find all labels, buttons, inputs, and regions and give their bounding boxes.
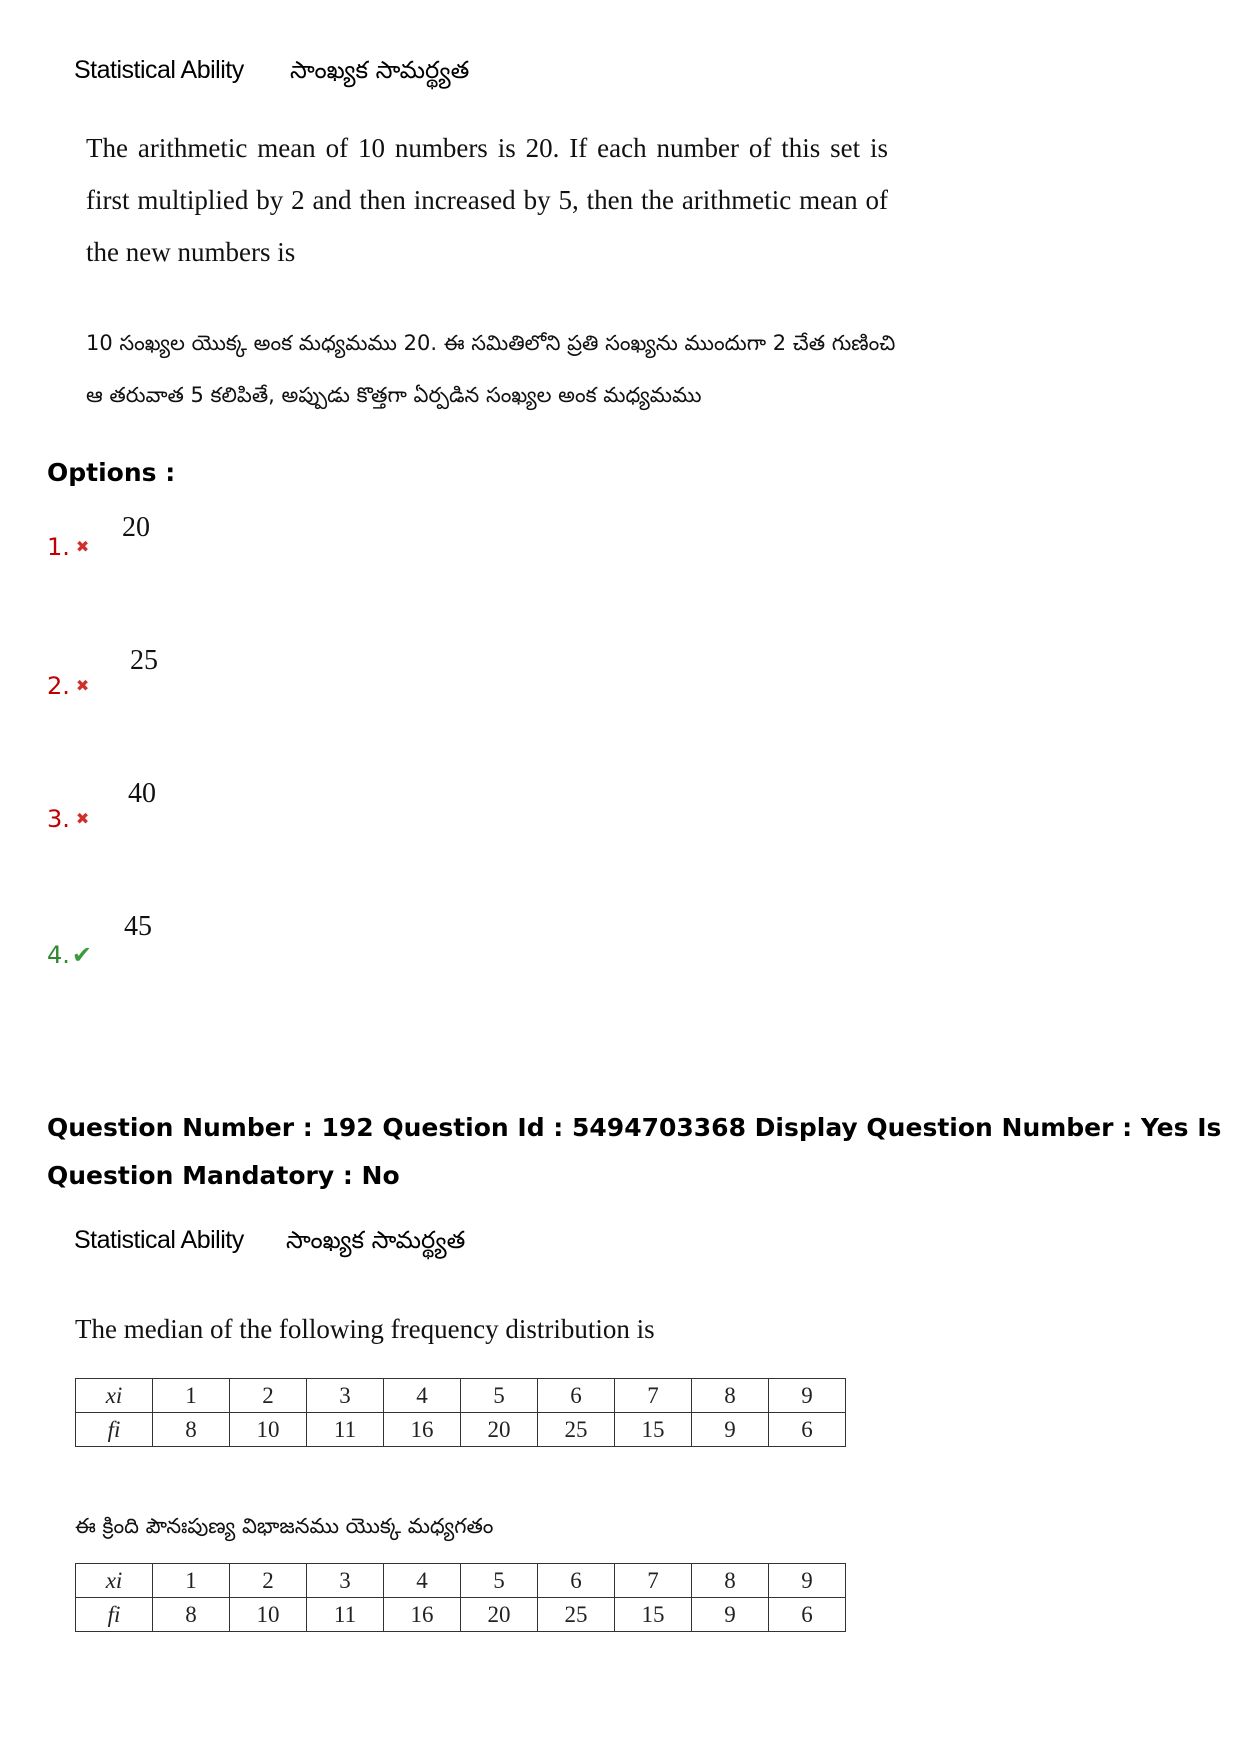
table-cell: 9: [769, 1379, 846, 1413]
table-cell: 6: [538, 1564, 615, 1598]
option-3-number: 3.: [47, 805, 70, 833]
table-cell: 7: [615, 1379, 692, 1413]
table-row-x: [76, 1564, 846, 1598]
table-row-label: fi: [76, 1598, 153, 1632]
table-cell: 4: [384, 1564, 461, 1598]
option-3-marker: [47, 805, 89, 833]
table-cell: 15: [615, 1598, 692, 1632]
table-cell: 4: [384, 1379, 461, 1413]
q2-question-text-english: The median of the following frequency distribution is: [75, 1314, 655, 1344]
table-cell: 5: [461, 1379, 538, 1413]
option-4-marker: [47, 941, 92, 969]
option-1-marker: [47, 533, 89, 561]
table-cell: 5: [461, 1564, 538, 1598]
table-cell: 8: [692, 1379, 769, 1413]
table-cell: 7: [615, 1564, 692, 1598]
cross-icon: ✖: [75, 809, 90, 828]
option-4-value: 45: [124, 911, 152, 942]
table-row-label: xi: [76, 1564, 153, 1598]
table-cell: 11: [307, 1413, 384, 1447]
q2-subject-english: Statistical Ability: [74, 1226, 244, 1254]
question-meta: Question Number : 192 Question Id : 5494703368 Display Question Number : Yes Is Question Mandatory : No: [47, 1113, 1222, 1190]
options-label: Options :: [47, 458, 176, 487]
table-row-label: fi: [76, 1413, 153, 1447]
q2-subject-telugu: సాంఖ్యక సామర్థ్యత: [286, 1226, 466, 1254]
table-cell: 1: [153, 1379, 230, 1413]
table-cell: 20: [461, 1598, 538, 1632]
option-1-number: 1.: [47, 533, 70, 561]
q1-question-text-english: The arithmetic mean of 10 numbers is 20. If each number of this set is first multiplied by 2 and then increased by 5, then the arithmetic mean of the new numbers is: [86, 133, 888, 267]
q2-question-text-telugu: ఈ క్రింది పౌనఃపుణ్య విభాజనము యొక్క మధ్యగతం: [75, 1514, 494, 1538]
table-cell: 9: [692, 1413, 769, 1447]
table-cell: 16: [384, 1413, 461, 1447]
table-cell: 10: [230, 1413, 307, 1447]
table-cell: 25: [538, 1598, 615, 1632]
table-cell: 8: [692, 1564, 769, 1598]
table-cell: 2: [230, 1564, 307, 1598]
table-cell: 3: [307, 1564, 384, 1598]
table-cell: 8: [153, 1413, 230, 1447]
table-cell: 11: [307, 1598, 384, 1632]
option-3-value: 40: [128, 778, 156, 809]
table-cell: 6: [769, 1598, 846, 1632]
q1-question-text-telugu: 10 సంఖ్యల యొక్క అంక మధ్యమము 20. ఈ సమితిలోని ప్రతి సంఖ్యను ముందుగా 2 చేత గుణించి ఆ తరువాత 5 కలిపితే, అప్పుడు కొత్తగా ఏర్పడిన సంఖ్యల అంక మధ్యమము: [86, 331, 896, 407]
table-row-f: [76, 1413, 846, 1447]
table-cell: 6: [769, 1413, 846, 1447]
table-row-label: xi: [76, 1379, 153, 1413]
table-cell: 25: [538, 1413, 615, 1447]
q1-subject-telugu: సాంఖ్యక సామర్థ్యత: [290, 56, 470, 84]
table-cell: 8: [153, 1598, 230, 1632]
table-cell: 16: [384, 1598, 461, 1632]
cross-icon: ✖: [75, 537, 90, 556]
table-cell: 6: [538, 1379, 615, 1413]
table-row-f: [76, 1598, 846, 1632]
table-cell: 9: [692, 1598, 769, 1632]
option-1-value: 20: [122, 512, 150, 543]
table-cell: 2: [230, 1379, 307, 1413]
option-2-number: 2.: [47, 672, 70, 700]
option-2-marker: [47, 672, 89, 700]
table-cell: 1: [153, 1564, 230, 1598]
cross-icon: ✖: [75, 676, 90, 695]
frequency-table-english: [75, 1378, 846, 1447]
option-4-number: 4.: [47, 941, 70, 969]
option-2-value: 25: [130, 645, 158, 676]
table-cell: 20: [461, 1413, 538, 1447]
table-cell: 10: [230, 1598, 307, 1632]
table-cell: 15: [615, 1413, 692, 1447]
table-cell: 9: [769, 1564, 846, 1598]
check-icon: ✔: [71, 941, 93, 969]
frequency-table-telugu: [75, 1563, 846, 1632]
q1-subject-english: Statistical Ability: [74, 56, 244, 84]
table-cell: 3: [307, 1379, 384, 1413]
table-row-x: [76, 1379, 846, 1413]
